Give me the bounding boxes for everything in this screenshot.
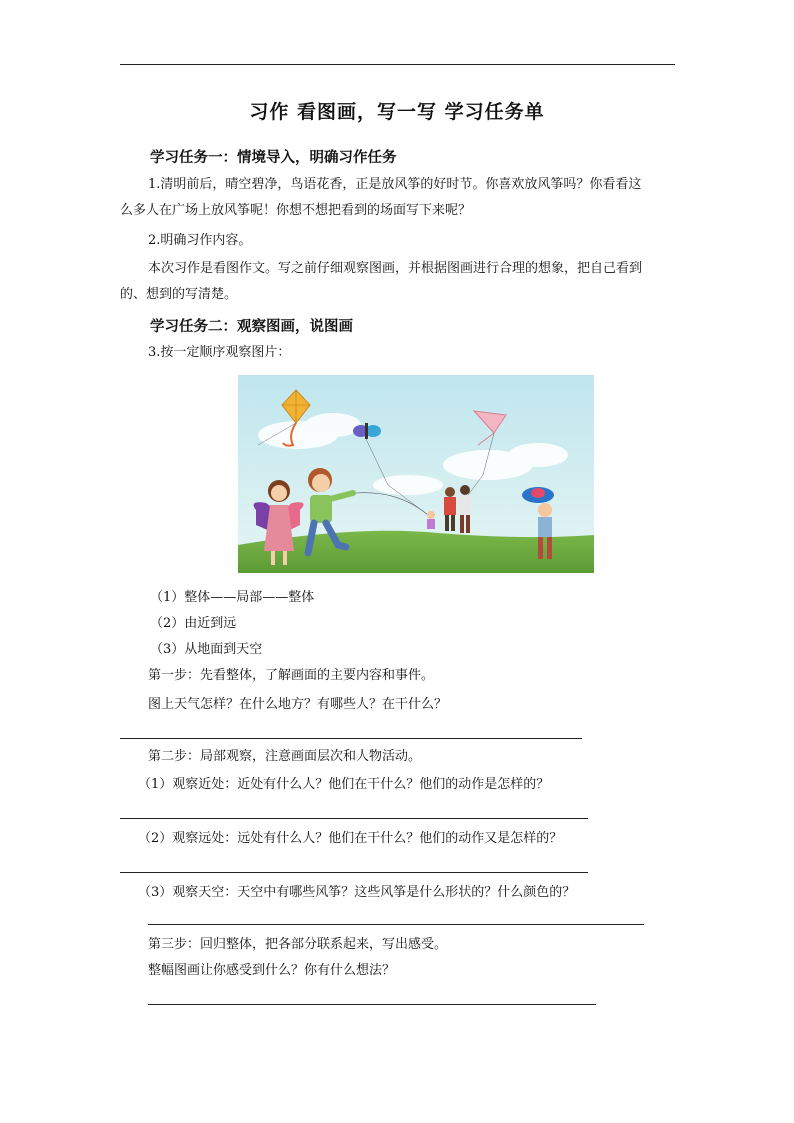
step2-question-far: （2）观察远处：远处有什么人？他们在干什么？他们的动作又是怎样的？ [138, 831, 563, 846]
task1-paragraph-1b: 么多人在广场上放风筝呢！你想不想把看到的场面写下来呢？ [120, 203, 472, 218]
task1-paragraph-2: 2.明确习作内容。 [148, 233, 252, 248]
kite-flying-illustration [238, 375, 594, 573]
step1-question: 图上天气怎样？在什么地方？有哪些人？在干什么？ [148, 697, 448, 712]
step3-text: 第三步：回归整体，把各部分联系起来，写出感受。 [148, 937, 448, 952]
answer-line-4[interactable] [148, 924, 644, 925]
order-item-1: （1）整体——局部——整体 [150, 590, 315, 605]
answer-line-2[interactable] [120, 818, 588, 819]
step1-text: 第一步：先看整体，了解画面的主要内容和事件。 [148, 668, 435, 683]
step2-text: 第二步：局部观察，注意画面层次和人物活动。 [148, 749, 422, 764]
page-title: 习作 看图画，写一写 学习任务单 [249, 101, 545, 123]
task1-heading: 学习任务一：情境导入，明确习作任务 [150, 150, 397, 166]
step2-question-sky: （3）观察天空：天空中有哪些风筝？这些风筝是什么形状的？什么颜色的？ [138, 885, 576, 900]
step2-question-near: （1）观察近处：近处有什么人？他们在干什么？他们的动作是怎样的？ [138, 777, 550, 792]
task1-paragraph-3b: 的、想到的写清楚。 [120, 287, 238, 302]
answer-line-1[interactable] [120, 738, 582, 739]
answer-line-5[interactable] [148, 1004, 596, 1005]
order-item-2: （2）由近到远 [150, 616, 237, 631]
order-item-3: （3）从地面到天空 [150, 642, 263, 657]
task2-paragraph-3: 3.按一定顺序观察图片： [148, 345, 291, 360]
task1-paragraph-1a: 1.清明前后，晴空碧净，鸟语花香，正是放风筝的好时节。你喜欢放风筝吗？你看看这 [148, 177, 642, 192]
task2-heading: 学习任务二：观察图画，说图画 [150, 319, 353, 335]
answer-line-3[interactable] [120, 872, 588, 873]
header-rule [120, 64, 675, 65]
task1-paragraph-3a: 本次习作是看图作文。写之前仔细观察图画，并根据图画进行合理的想象，把自己看到 [148, 261, 643, 276]
step3-question: 整幅图画让你感受到什么？你有什么想法？ [148, 963, 396, 978]
